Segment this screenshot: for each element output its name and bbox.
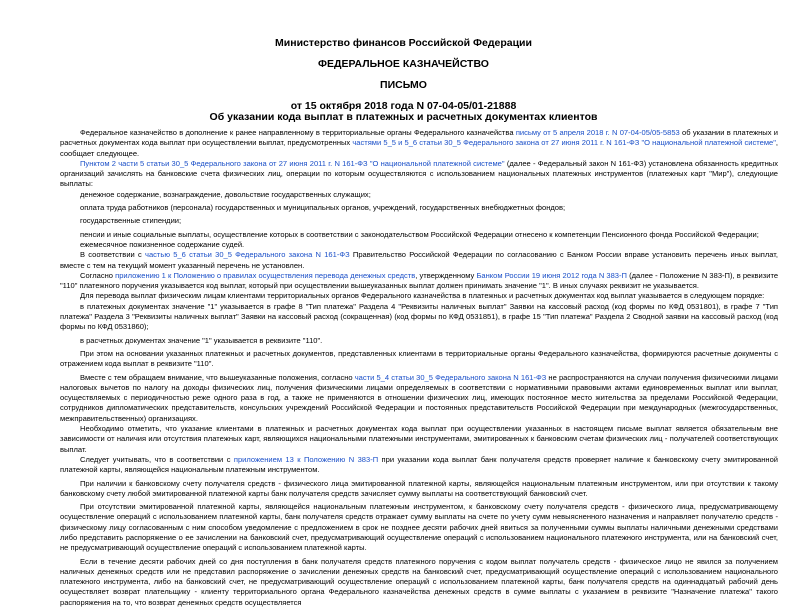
text-fragment: (далее - Федеральный закон N 161-ФЗ) установлена обязанность кредитных организаций зачислять на банковские счета физических лиц, операции по которым осуществляются с использованием национальных платежных инструментов (платежных карт "Мир"), следующие выплаты:: [60, 158, 778, 189]
paragraph-regulation-383p: [60, 271, 778, 292]
list-item: оплата труда работников (персонала) государственных и муниципальных органов, учреждений, государственных внебюджетных фондов;: [80, 203, 566, 213]
text-fragment: об указании в платежных и расчетных документах кода выплат при осуществлении выплат, предусмотренных: [60, 128, 778, 148]
link-law-161-part-5-4[interactable]: части 5_4 статьи 30_5 Федерального закона N 161-ФЗ: [354, 372, 547, 382]
link-law-161-point-2[interactable]: Пунктом 2 части 5 статьи 30_5 Федерального закона от 27 июня 2011 г. N 161-ФЗ "О национальной платежной системе": [80, 158, 505, 168]
paragraph-ten-days: Если в течение десяти рабочих дней со дня поступления в банк получателя средств платежного поручения с кодом выплат получатель средств - физическое лицо не явился за получением наличных денежных средств или не представил распоряжение о зачислении денежных средств на банковский счет, предусматривающий осуществление операций с использованием национального платежного инструмента, либо на банковский счет, не предусматривающий осуществление операций с использованием платежной карты, банк получателя средств на одиннадцатый рабочий день осуществляет возврат плательщику - клиенту территориального органа Федерального казначейства денежных средств в сумме выплаты с указанием в реквизите "Назначение платежа" такого распоряжения на то, что возврат денежных средств осуществляется: [60, 556, 778, 607]
document-subject: Об указании кода выплат в платежных и расчетных документах клиентов: [209, 111, 598, 123]
paragraph-formation: При этом на основании указанных платежных и расчетных документов, представленных клиентами в территориальные органы Федерального казначейства, формируются расчетные документы с отражением кода выплат в реквизите "110".: [60, 348, 778, 369]
text-fragment: , утвержденному: [415, 270, 477, 280]
ministry-name: Министерство финансов Российской Федерации: [275, 37, 532, 49]
paragraph-card-present: При наличии к банковскому счету получателя средств - физического лица эмитированной платежной карты, являющейся национальным платежным инструментом, или при отсутствии к такому банковскому счету любой эмитированной платежной карты банк получателя средств зачисляет сумму выплаты на соответствующий банковский счет.: [60, 478, 778, 498]
text-fragment: Вместе с тем обращаем внимание, что вышеуказанные положения, согласно: [80, 372, 355, 382]
document-date-number: от 15 октября 2018 года N 07-04-05/01-21888: [290, 100, 517, 112]
link-letter-2018[interactable]: письму от 5 апреля 2018 г. N 07-04-05/05-5853: [515, 128, 680, 137]
list-item: государственные стипендии;: [80, 216, 182, 226]
text-fragment: Правительство Российской Федерации по согласованию с Банком России вправе установить перечень иных выплат, вместе с тем на текущий момент указанный перечень не установлен.: [60, 250, 778, 270]
list-item: денежное содержание, вознаграждение, довольствие государственных служащих;: [80, 189, 371, 199]
paragraph-payment-documents: в платежных документах значение "1" указывается в графе 8 "Тип платежа" Раздела 4 "Реквизиты наличных выплат" Заявки на кассовый расход (код формы по КФД 0531801), в графе 7 "Тип платежа" Раздела 3 "Реквизиты наличных выплат" Заявки на кассовый расход (сокращенная) (код формы по КФД 0531851), в графе 15 "Тип платежа" Раздела 2 Сводной заявки на кассовый расход (код формы по КФД 0531860);: [60, 301, 778, 332]
text-fragment: не распространяются на случаи получения физическими лицами налоговых вычетов по налогу на доходы физических лиц, получения физическими лицами определяемых в соответствии с нормативными правовыми актами единовременных выплат или выплат, осуществляемых с периодичностью реже одного раза в год, а также не применяются в отношении физических лиц, имеющих постоянное место жительства за пределами Российской Федерации, сотрудников дипломатических представительств, консульских учреждений Российской Федерации и постоянных представительств Российской Федерации при международных (межгосударственных, межправительственных) организациях.: [60, 372, 778, 423]
text-fragment: при указании кода выплат банк получателя средств проверяет наличие к банковскому счету эмитированной платежной карты, являющейся национальным платежным инструментом.: [60, 454, 778, 475]
text-fragment: (далее - Положение N 383-П), в реквизите "110" платежного поручения указывается код выплат, который при осуществлении вышеуказанных выплат должен принимать значение "1". В иных случаях реквизит не указывается.: [60, 270, 779, 291]
list-item: ежемесячное пожизненное содержание судей.: [80, 239, 245, 249]
text-fragment: Согласно: [80, 270, 116, 280]
text-fragment: Федеральное казначейство в дополнение к ранее направленному в территориальные органы Федерального казначейства: [80, 128, 516, 137]
link-bank-of-russia-383p[interactable]: Банком России 19 июня 2012 года N 383-П: [476, 270, 627, 280]
document-body: [60, 128, 778, 608]
link-appendix-13-regulation[interactable]: приложением 13 к Положению N 383-П: [233, 454, 379, 464]
paragraph-settlement-documents: в расчетных документах значение "1" указывается в реквизите "110".: [80, 335, 323, 345]
paragraph-law-obligation: [60, 159, 778, 190]
link-law-161-part-5-6[interactable]: частью 5_6 статьи 30_5 Федерального закона N 161-ФЗ: [145, 250, 350, 260]
text-fragment: , сообщает следующее.: [60, 138, 778, 158]
link-law-161-parts-5-5-5-6[interactable]: частями 5_5 и 5_6 статьи 30_5 Федерального закона от 27 июня 2011 г. N 161-ФЗ "О национальной платежной системе": [352, 138, 776, 148]
text-fragment: Следует учитывать, что в соответствии с: [80, 454, 234, 464]
paragraph-intro: [60, 128, 778, 159]
link-appendix-1-regulation[interactable]: приложению 1 к Положению о правилах осуществления перевода денежных средств: [115, 270, 416, 280]
document-type: ПИСЬМО: [380, 79, 427, 91]
text-fragment: В соответствии с: [80, 250, 146, 260]
paragraph-exceptions: [60, 373, 778, 424]
paragraph-card-absent: При отсутствии эмитированной платежной карты, являющейся национальным платежным инструментом, к банковскому счету получателя средств - физического лица, предусматривающему осуществление операций с использованием платежной карты, банк получателя средств отражает сумму выплаты на счете по учету сумм невыясненного назначения и направляет получателю средств - физическому лицу согласованным с ним способом уведомление с предложением в срок не позднее десяти рабочих дней явиться за полученными суммы выплаты наличными денежными средствами либо представить распоряжение о ее зачислении на банковский счет, предусматривающий осуществление операций с использованием национального платежного инструмента, или на банковский счет, не предусматривающий осуществление операций с использованием платежной карты.: [60, 502, 778, 553]
paragraph-mandatory-code: Необходимо отметить, что указание клиентами в платежных и расчетных документах кода выплат при осуществлении указанных в настоящем письме выплат является обязательным вне зависимости от наличия или отсутствия платежных карт, являющихся национальными платежными инструментами, эмитированных к банковским счетам физических лиц - получателей соответствующих выплат.: [60, 424, 778, 454]
paragraph-payment-order: Для перевода выплат физическим лицам клиентами территориальных органов Федерального казначейства в платежных и расчетных документах код выплат указывается в следующем порядке:: [80, 291, 765, 301]
paragraph-bank-check: [60, 455, 778, 476]
paragraph-government-list: [60, 250, 778, 271]
agency-name: ФЕДЕРАЛЬНОЕ КАЗНАЧЕЙСТВО: [318, 58, 489, 70]
list-item: пенсии и иные социальные выплаты, осуществление которых в соответствии с законодательством Российской Федерации отнесено к компетенции Пенсионного фонда Российской Федерации;: [80, 229, 759, 239]
